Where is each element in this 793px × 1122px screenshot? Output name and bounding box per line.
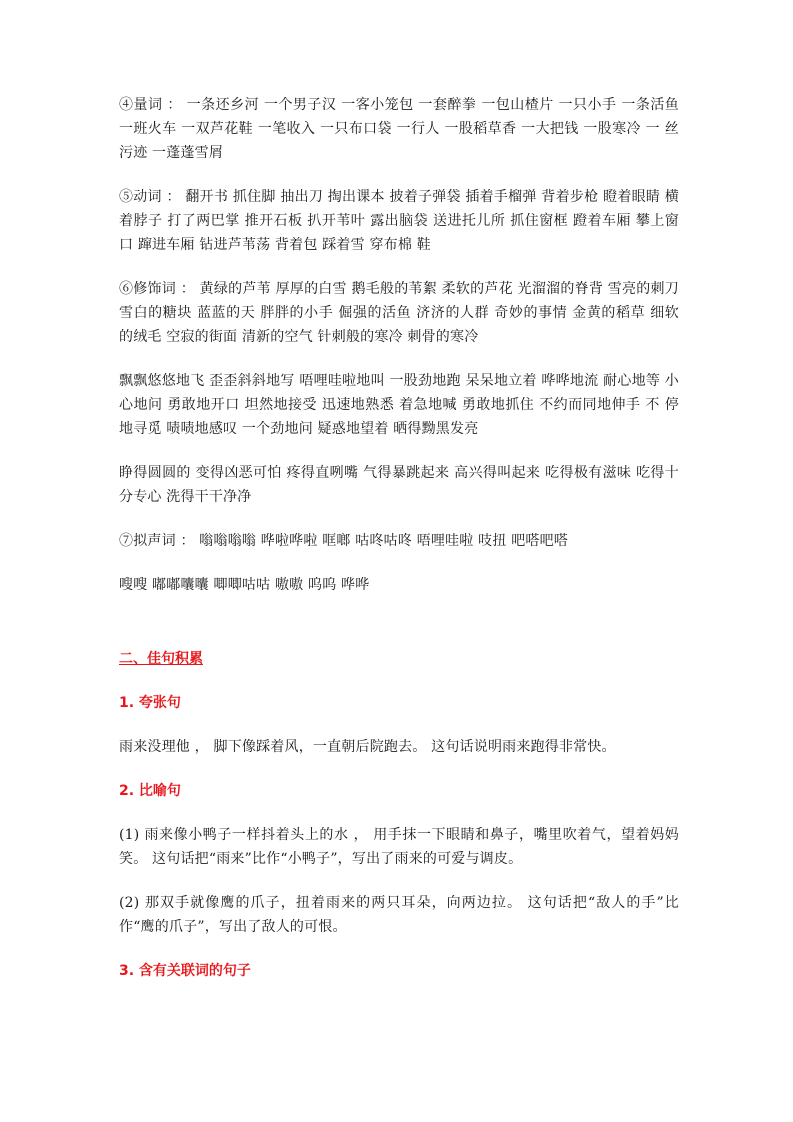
hyperbole-text: 雨来没理他 ， 脚下像踩着风，一直朝后院跑去。 这句话说明雨来跑得非常快。 [119, 739, 616, 755]
section-two-title: 二、佳句积累 [119, 651, 203, 667]
section-spacer [119, 617, 679, 647]
simile-item-1: (1) 雨来像小鸭子一样抖着头上的水 ， 用手抹一下眼睛和鼻子，嘴里吹着气，望着妈妈笑。 这句话把“雨来”比作“小鸭子”，写出了雨来的可爱与调皮。 [119, 827, 679, 867]
hyperbole-heading: 1. 夸张句 [119, 695, 181, 711]
onomatopoeia-paragraph: ⑦拟声词 ： 嗡嗡嗡嗡 哗啦哗啦 哐啷 咕咚咕咚 唔哩哇啦 吱扭 吧嗒吧嗒 [119, 533, 568, 549]
adverbial-paragraph: 飘飘悠悠地飞 歪歪斜斜地写 唔哩哇啦地叫 一股劲地跑 呆呆地立着 哗哗地流 耐心地等 小心地问 勇敢地开口 坦然地接受 迅速地熟悉 着急地喊 勇敢地抓住 不约而同地伸手 不 停地寻觅 啧啧地感叹 一个劲地问 疑惑地望着 晒得黝黑发亮 [119, 373, 679, 437]
onomatopoeia-paragraph-2: 嗖嗖 嘟嘟囔囔 唧唧咕咕 嗷嗷 呜呜 哗哗 [119, 577, 370, 593]
simile-item-2: (2) 那双手就像鹰的爪子，扭着雨来的两只耳朵，向两边拉。 这句话把“敌人的手”比作“鹰的爪子”，写出了敌人的可恨。 [119, 895, 679, 935]
modifiers-paragraph: ⑥修饰词 ： 黄绿的芦苇 厚厚的白雪 鹅毛般的苇絮 柔软的芦花 光溜溜的脊背 雪亮的刺刀 雪白的糖块 蓝蓝的天 胖胖的小手 倔强的活鱼 济济的人群 奇妙的事情 金黄的稻草 细软 的绒毛 空寂的街面 清新的空气 针刺般的寒冷 刺骨的寒冷 [119, 281, 679, 345]
verbs-paragraph: ⑤动词 ： 翻开书 抓住脚 抽出刀 掏出课本 披着子弹袋 插着手榴弹 背着步枪 瞪着眼睛 横着脖子 打了两巴掌 推开石板 扒开苇叶 露出脑袋 送进托儿所 抓住窗框 蹬着车厢 攀上窗口 蹿进车厢 钻进芦苇荡 背着包 踩着雪 穿布棉 鞋 [119, 189, 679, 253]
complements-paragraph: 睁得圆圆的 变得凶恶可怕 疼得直咧嘴 气得暴跳起来 高兴得叫起来 吃得极有滋味 吃得十分专心 洗得干干净净 [119, 465, 679, 505]
simile-heading: 2. 比喻句 [119, 783, 181, 799]
document-page [119, 93, 679, 1003]
measure-words-paragraph: ④量词 ： 一条还乡河 一个男子汉 一客小笼包 一套醉拳 一包山楂片 一只小手 一条活鱼 一班火车 一双芦花鞋 一笔收入 一只布口袋 一行人 一股稻草香 一大把钱 一股寒冷 一 丝污迹 一蓬蓬雪屑 [119, 97, 679, 161]
conjunction-heading: 3. 含有关联词的句子 [119, 963, 251, 979]
